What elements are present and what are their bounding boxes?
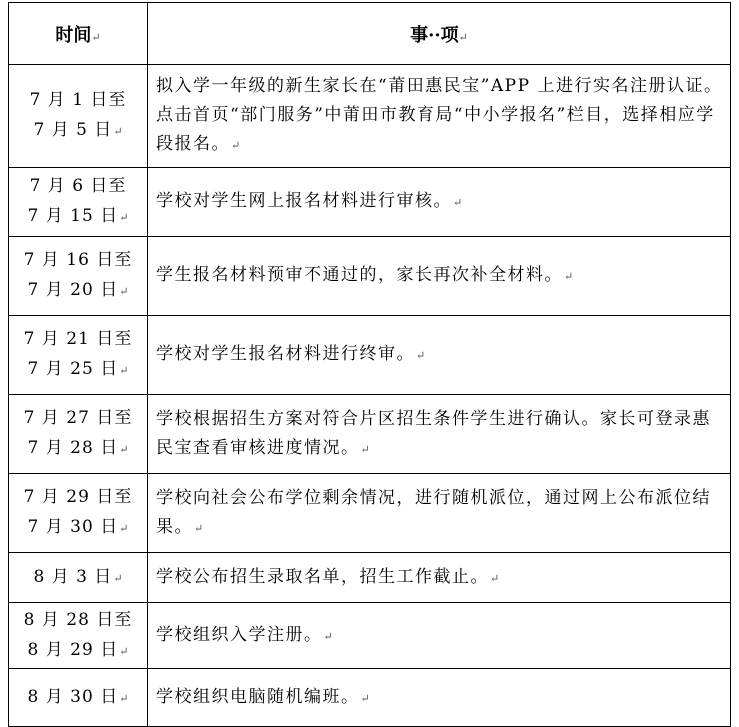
paragraph-mark-icon: ↵ xyxy=(323,629,333,643)
item-cell xyxy=(148,316,731,395)
item-text: 学校组织入学注册。 xyxy=(156,624,323,645)
table-row xyxy=(9,395,731,474)
paragraph-mark-icon: ↵ xyxy=(490,571,500,585)
time-cell xyxy=(9,316,148,395)
time-cell xyxy=(9,669,148,727)
paragraph-mark-icon: ↵ xyxy=(119,285,129,298)
paragraph-mark-icon: ↵ xyxy=(119,364,129,377)
time-end: 7 月 28 日↵ xyxy=(27,438,129,458)
time-single: 8 月 3 日↵ xyxy=(33,566,123,587)
paragraph-mark-icon: ↵ xyxy=(194,521,204,535)
time-start: 7 月 29 日至 xyxy=(23,487,133,507)
time-start: 7 月 6 日至 xyxy=(29,176,127,196)
paragraph-mark-icon: ↵ xyxy=(360,691,370,705)
item-text: 学校根据招生方案对符合片区招生条件学生进行确认。家长可登录惠民宝查看审核进度情况。 xyxy=(156,408,711,458)
paragraph-mark-icon: ↵ xyxy=(119,211,129,224)
item-cell xyxy=(148,168,731,237)
item-text: 学校对学生报名材料进行终审。 xyxy=(156,344,415,364)
item-cell xyxy=(148,395,731,474)
time-single: 8 月 30 日↵ xyxy=(27,686,129,707)
time-end: 8 月 29 日↵ xyxy=(27,639,129,660)
time-start: 7 月 21 日至 xyxy=(23,329,133,349)
schedule-table xyxy=(8,2,731,727)
time-start: 7 月 1 日至 xyxy=(29,90,127,110)
table-row xyxy=(9,474,731,553)
time-cell xyxy=(9,168,148,237)
table-row xyxy=(9,168,731,237)
paragraph-mark-icon: ↵ xyxy=(113,571,123,585)
time-cell xyxy=(9,65,148,168)
item-text: 学校组织电脑随机编班。 xyxy=(156,686,360,707)
time-cell xyxy=(9,603,148,669)
item-cell xyxy=(148,553,731,603)
time-cell xyxy=(9,395,148,474)
item-cell xyxy=(148,474,731,553)
header-time xyxy=(9,3,148,65)
item-cell xyxy=(148,669,731,727)
item-cell xyxy=(148,237,731,316)
time-cell xyxy=(9,237,148,316)
time-cell xyxy=(9,553,148,603)
paragraph-mark-icon: ↵ xyxy=(360,442,370,456)
paragraph-mark-icon: ↵ xyxy=(458,30,468,44)
paragraph-mark-icon: ↵ xyxy=(119,443,129,456)
header-item-label: 事··项 xyxy=(410,24,459,46)
paragraph-mark-icon: ↵ xyxy=(453,196,463,209)
time-end: 7 月 15 日↵ xyxy=(27,206,129,226)
time-end: 7 月 30 日↵ xyxy=(27,517,129,537)
table-row xyxy=(9,65,731,168)
item-text: 拟入学一年级的新生家长在“莆田惠民宝”APP 上进行实名注册认证。点击首页“部门服务”中莆田市教育局“中小学报名”栏目，选择相应学段报名。 xyxy=(156,76,723,154)
table-row xyxy=(9,669,731,727)
time-start: 7 月 16 日至 xyxy=(23,250,133,270)
time-end: 7 月 25 日↵ xyxy=(27,359,129,379)
time-cell xyxy=(9,474,148,553)
paragraph-mark-icon: ↵ xyxy=(119,522,129,535)
time-end: 7 月 5 日↵ xyxy=(33,120,123,140)
paragraph-mark-icon: ↵ xyxy=(91,30,101,44)
paragraph-mark-icon: ↵ xyxy=(416,349,426,362)
time-end: 7 月 20 日↵ xyxy=(27,280,129,300)
paragraph-mark-icon: ↵ xyxy=(119,691,129,705)
table-header-row xyxy=(9,3,731,65)
header-time-label: 时间 xyxy=(55,24,92,46)
table-row xyxy=(9,237,731,316)
paragraph-mark-icon: ↵ xyxy=(113,125,123,138)
paragraph-mark-icon: ↵ xyxy=(119,644,129,658)
table-row xyxy=(9,316,731,395)
item-text: 学校公布招生录取名单，招生工作截止。 xyxy=(156,566,489,587)
item-text: 学校向社会公布学位剩余情况，进行随机派位，通过网上公布派位结果。 xyxy=(156,487,711,537)
header-item xyxy=(148,3,731,65)
item-text: 学生报名材料预审不通过的，家长再次补全材料。 xyxy=(156,265,563,285)
item-cell xyxy=(148,603,731,669)
time-start: 7 月 27 日至 xyxy=(23,408,133,428)
table-row xyxy=(9,553,731,603)
time-start: 8 月 28 日至 xyxy=(23,609,133,630)
paragraph-mark-icon: ↵ xyxy=(231,139,241,152)
item-cell xyxy=(148,65,731,168)
paragraph-mark-icon: ↵ xyxy=(564,270,574,283)
item-text: 学校对学生网上报名材料进行审核。 xyxy=(156,191,452,211)
table-row xyxy=(9,603,731,669)
